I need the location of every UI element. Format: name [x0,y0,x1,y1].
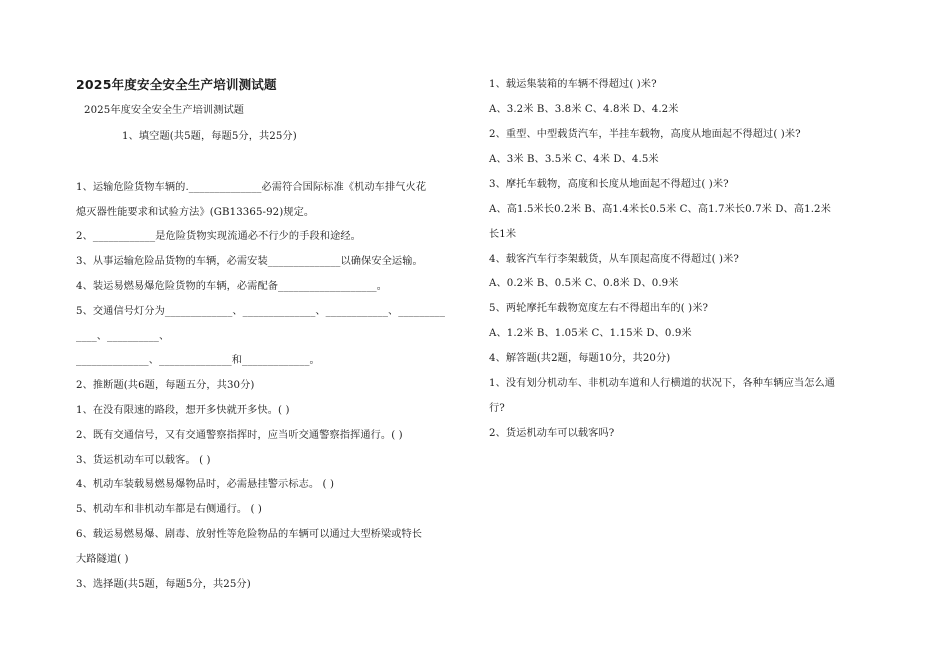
question-text: 4、载客汽车行李架载货，从车顶起高度不得超过( )米? [489,254,739,265]
answer-options: A、3.2米 B、3.8米 C、4.8米 D、4.2米 [489,104,679,115]
question-text: 2、____________是危险货物实现流通必不行少的手段和途经。 [76,231,361,242]
question-text: 5、交通信号灯分为_____________、______________、____________、_________ [76,306,446,317]
question-text: 1、载运集装箱的车辆不得超过( )米? [489,79,657,90]
question-text: 4、机动车装载易燃易爆物品时，必需悬挂警示标志。 ( ) [76,479,335,490]
section-heading-fill-blank: 1、填空题(共5题，每题5分，共25分) [122,131,297,142]
answer-options: A、1.2米 B、1.05米 C、1.15米 D、0.9米 [489,328,692,339]
answer-options: A、3米 B、3.5米 C、4米 D、4.5米 [489,154,659,165]
question-text: 6、载运易燃易爆、剧毒、放射性等危险物品的车辆可以通过大型桥梁或特长 [76,529,423,540]
question-text: 熄灭器性能要求和试验方法》(GB13365-92)规定。 [76,207,315,218]
question-text: 2、重型、中型载货汽车，半挂车载物，高度从地面起不得超过( )米? [489,129,801,140]
question-text: 4、装运易燃易爆危险货物的车辆，必需配备___________________。 [76,281,388,292]
question-text: 1、在没有限速的路段，想开多快就开多快。( ) [76,405,290,416]
section-heading-true-false: 2、推断题(共6题，每题五分，共30分) [76,380,255,391]
question-text: 3、摩托车载物，高度和长度从地面起不得超过( )米? [489,179,729,190]
question-text: 3、货运机动车可以载客。 ( ) [76,455,211,466]
question-text: 2、货运机动车可以载客吗? [489,428,615,439]
answer-options: A、0.2米 B、0.5米 C、0.8米 D、0.9米 [489,278,679,289]
subtitle: 2025年度安全安全生产培训测试题 [84,105,245,116]
document-title: 2025年度安全安全生产培训测试题 [76,77,277,92]
section-heading-essay: 4、解答题(共2题，每题10分，共20分) [489,353,671,364]
question-text: 1、没有划分机动车、非机动车道和人行横道的状况下，各种车辆应当怎么通 [489,378,836,389]
section-heading-choice: 3、选择题(共5题，每题5分，共25分) [76,579,251,590]
question-text: 2、既有交通信号，又有交通警察指挥时，应当听交通警察指挥通行。( ) [76,430,403,441]
question-text: 3、从事运输危险品货物的车辆，必需安装______________以确保安全运输。 [76,256,423,267]
question-text: ______________、______________和_____________。 [76,355,320,366]
question-text: ____、__________、 [76,331,170,342]
answer-options: A、高1.5米长0.2米 B、高1.4米长0.5米 C、高1.7米长0.7米 D、高1.2米 [489,204,831,215]
question-text: 5、机动车和非机动车都是右侧通行。 ( ) [76,504,263,515]
question-text: 大路隧道( ) [76,554,129,565]
question-text: 5、两轮摩托车载物宽度左右不得超出车的( )米? [489,303,709,314]
answer-options: 长1米 [489,229,517,240]
question-text: 行? [489,403,505,414]
question-text: 1、运输危险货物车辆的.______________必需符合国际标准《机动车排气火花 [76,182,427,193]
